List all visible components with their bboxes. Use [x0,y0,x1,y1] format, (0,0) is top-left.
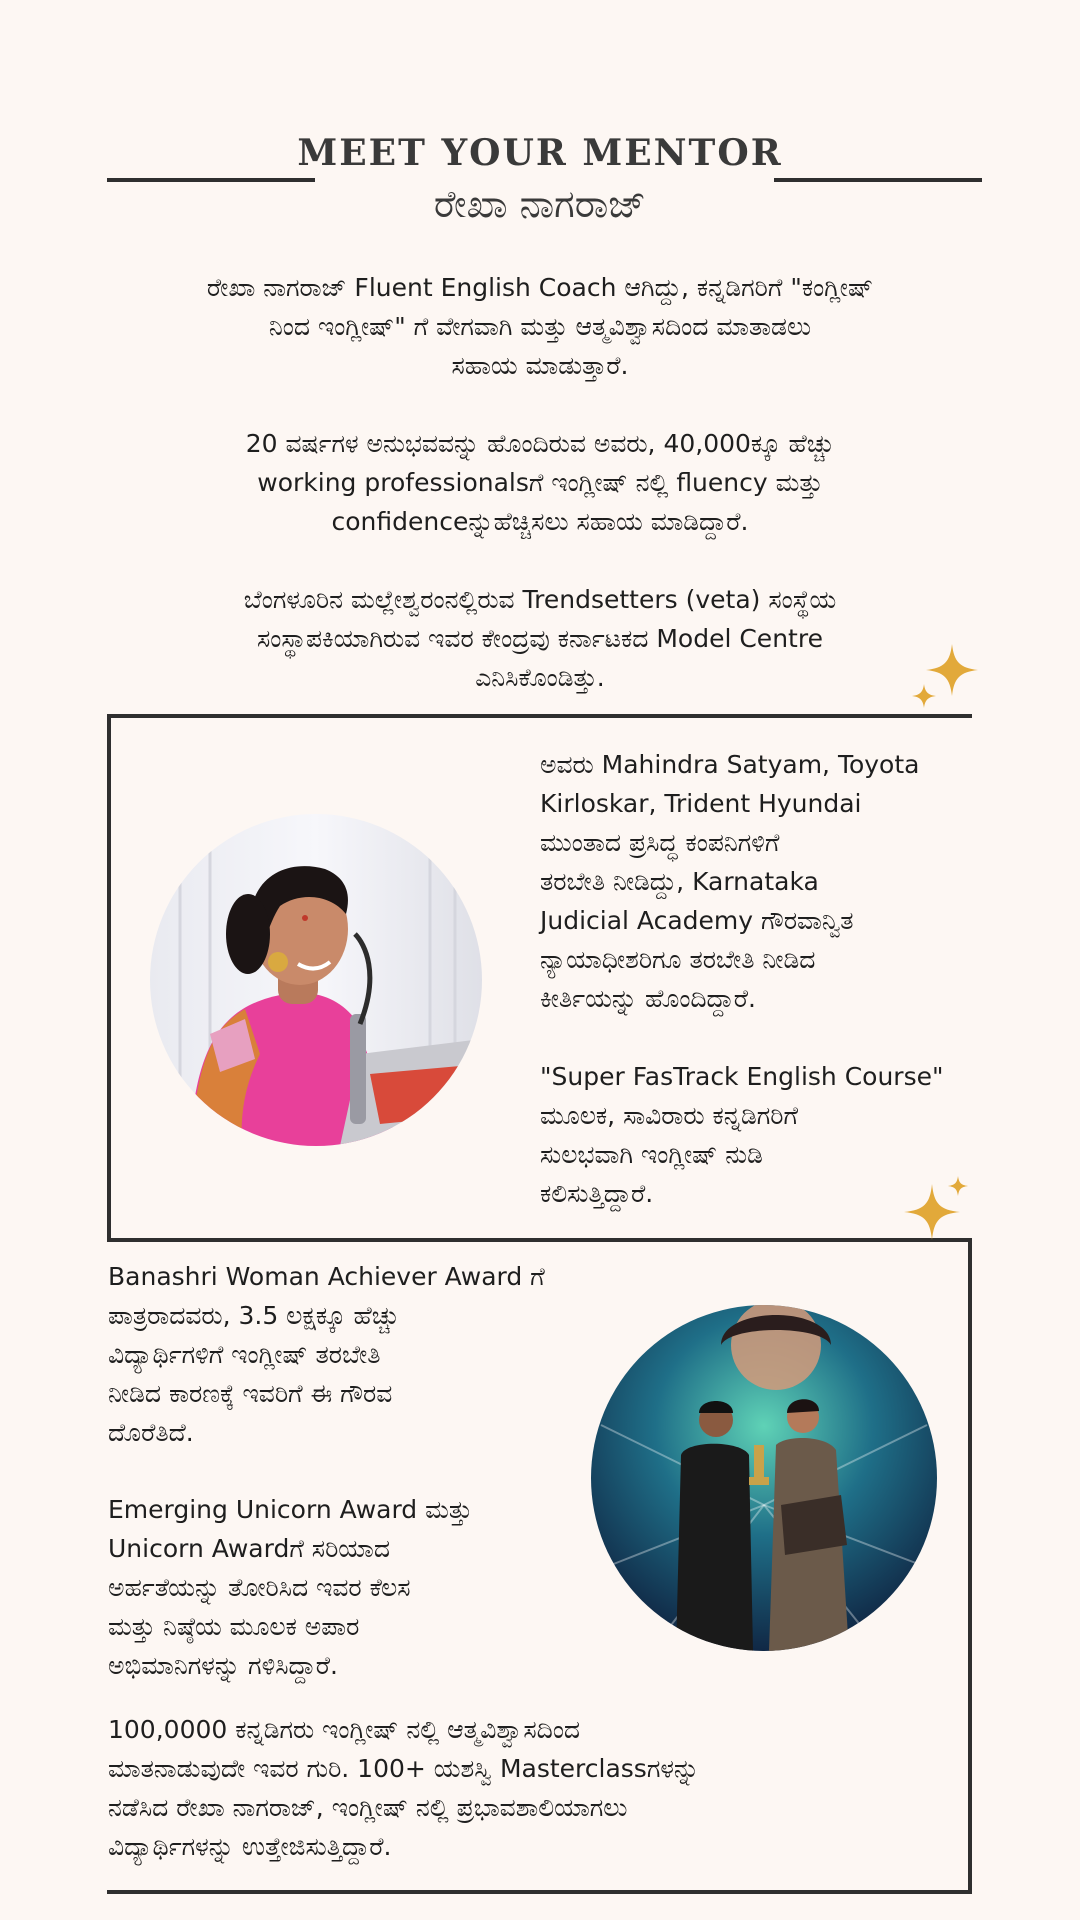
page-title: MEET YOUR MENTOR [297,132,783,174]
section1-paragraph-1: ಅವರು Mahindra Satyam, Toyota Kirloskar, Trident Hyundai ಮುಂತಾದ ಪ್ರಸಿದ್ಧ ಕಂಪನಿಗಳಿಗೆ ತರಬೇತಿ ನೀಡಿದ್ದು, Karnataka Judicial Academy ಗೌರವಾನ್ವಿತ ನ್ಯಾಯಾಧೀಶರಿಗೂ ತರಬೇತಿ ನೀಡಿದ ಕೀರ್ತಿಯನ್ನು ಹೊಂದಿದ್ದಾರೆ. [540,750,920,1013]
section-divider [107,1238,972,1242]
section2-paragraph-3: 100,0000 ಕನ್ನಡಿಗರು ಇಂಗ್ಲೀಷ್ ನಲ್ಲಿ ಆತ್ಮವಿಶ್ವಾಸದಿಂದ ಮಾತನಾಡುವುದೇ ಇವರ ಗುರಿ. 100+ ಯಶಸ್ವಿ Masterclassಗಳನ್ನು ನಡೆಸಿದ ರೇಖಾ ನಾಗರಾಜ್, ಇಂಗ್ಲೀಷ್ ನಲ್ಲಿ ಪ್ರಭಾವಶಾಲಿಯಾಗಲು ವಿದ್ಯಾರ್ಥಿಗಳನ್ನು ಉತ್ತೇಜಿಸುತ್ತಿದ್ದಾರೆ. [108,1715,700,1861]
section1-paragraph-2: "Super FasTrack English Course" ಮೂಲಕ, ಸಾವಿರಾರು ಕನ್ನಡಿಗರಿಗೆ ಸುಲಭವಾಗಿ ಇಂಗ್ಲೀಷ್ ನುಡಿ ಕಲಿಸುತ್ತಿದ್ದಾರೆ. [540,1062,944,1208]
intro-paragraph-2: 20 ವರ್ಷಗಳ ಅನುಭವವನ್ನು ಹೊಂದಿರುವ ಅವರು, 40,000ಕ್ಕೂ ಹೆಚ್ಚು working professionalsಗೆ ಇಂಗ್ಲೀಷ್ ನಲ್ಲಿ fluency ಮತ್ತು confidenceನ್ನುಹೆಚ್ಚಿಸಲು ಸಹಾಯ ಮಾಡಿದ್ದಾರೆ. [245,429,835,536]
mentor-photo-award [591,1305,937,1651]
section2-paragraph-2: Emerging Unicorn Award ಮತ್ತು Unicorn Awardಗೆ ಸರಿಯಾದ ಅರ್ಹತೆಯನ್ನು ತೋರಿಸಿದ ಇವರ ಕೆಲಸ ಮತ್ತು ನಿಷ್ಠೆಯ ಮೂಲಕ ಅಪಾರ ಅಭಿಮಾನಿಗಳನ್ನು ಗಳಿಸಿದ್ದಾರೆ. [108,1495,473,1680]
intro-paragraph-1: ರೇಖಾ ನಾಗರಾಜ್ Fluent English Coach ಆಗಿದ್ದು, ಕನ್ನಡಿಗರಿಗೆ "ಕಂಗ್ಲೀಷ್ ನಿಂದ ಇಂಗ್ಲೀಷ್" ಗೆ ವೇಗವಾಗಿ ಮತ್ತು ಆತ್ಮವಿಶ್ವಾಸದಿಂದ ಮಾತಾಡಲು ಸಹಾಯ ಮಾಡುತ್ತಾರೆ. [206,273,874,380]
section2-border-right [968,1238,972,1894]
section1-border-top [107,714,972,718]
sparkle-icon [912,640,982,710]
section2-border-bottom [107,1890,972,1894]
intro-paragraph-3: ಬೆಂಗಳೂರಿನ ಮಲ್ಲೇಶ್ವರಂನಲ್ಲಿರುವ Trendsetters (veta) ಸಂಸ್ಥೆಯ ಸಂಸ್ಥಾಪಕಿಯಾಗಿರುವ ಇವರ ಕೇಂದ್ರವು ಕರ್ನಾಟಕದ Model Centre ಎನಿಸಿಕೊಂಡಿತ್ತು. [243,585,837,692]
section2-paragraph-1: Banashri Woman Achiever Award ಗೆ ಪಾತ್ರರಾದವರು, 3.5 ಲಕ್ಷಕ್ಕೂ ಹೆಚ್ಚು ವಿದ್ಯಾರ್ಥಿಗಳಿಗೆ ಇಂಗ್ಲೀಷ್ ತರಬೇತಿ ನೀಡಿದ ಕಾರಣಕ್ಕೆ ಇವರಿಗೆ ಈ ಗೌರವ ದೊರೆತಿದೆ. [108,1262,545,1447]
section1-border-left [107,714,111,1240]
mentor-name: ರೇಖಾ ನಾಗರಾಜ್ [433,182,647,226]
mentor-photo-speaking [150,814,482,1146]
sparkle-icon [904,1176,970,1242]
